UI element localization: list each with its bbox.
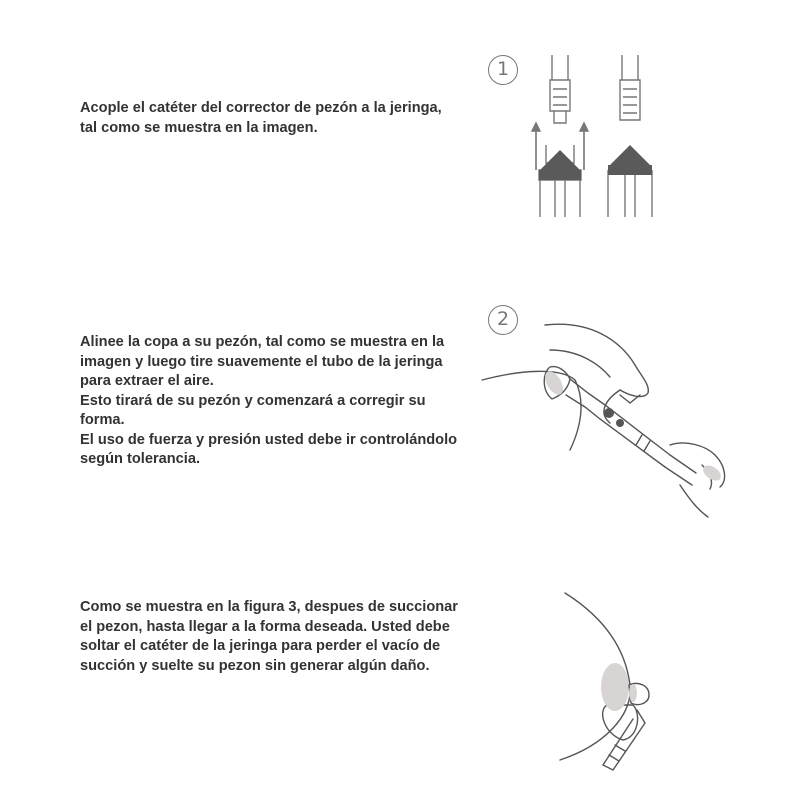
step-3-line: succión y suelte su pezon sin generar algún daño.: [80, 657, 430, 674]
step-1-line: tal como se muestra en la imagen.: [80, 119, 318, 136]
step-2-line: para extraer el aire.: [80, 373, 214, 389]
step-1-number: 1: [488, 55, 518, 85]
step-3-line: soltar el catéter de la jeringa para perder el vacío de: [80, 638, 441, 654]
step-2-number: 2: [488, 305, 518, 335]
step-1-line: Acople el catéter del corrector de pezón a la jeringa,: [80, 100, 442, 116]
step-3-line: Como se muestra en la figura 3, despues de succionar: [80, 599, 458, 615]
step-2-line: forma.: [80, 412, 125, 428]
step-3-instructions: [80, 598, 470, 676]
step-1-instructions: [80, 99, 470, 138]
step-2-line: según tolerancia.: [80, 451, 201, 467]
catheter-syringe-icon: [480, 45, 670, 225]
step-3-line: el pezon, hasta llegar a la forma deseada. Usted debe: [80, 618, 450, 635]
hands-syringe-breast-icon: [470, 295, 750, 525]
step-2-instructions: [80, 333, 470, 470]
breast-corrector-icon: [545, 585, 685, 775]
step-2-line: Esto tirará de su pezón y comenzará a corregir su: [80, 392, 426, 409]
step-2-line: imagen y luego tire suavemente el tubo de la jeringa: [80, 353, 443, 370]
step-2-line: El uso de fuerza y presión usted debe ir controlándolo: [80, 431, 458, 448]
step-2-line: Alinee la copa a su pezón, tal como se muestra en la: [80, 334, 445, 350]
